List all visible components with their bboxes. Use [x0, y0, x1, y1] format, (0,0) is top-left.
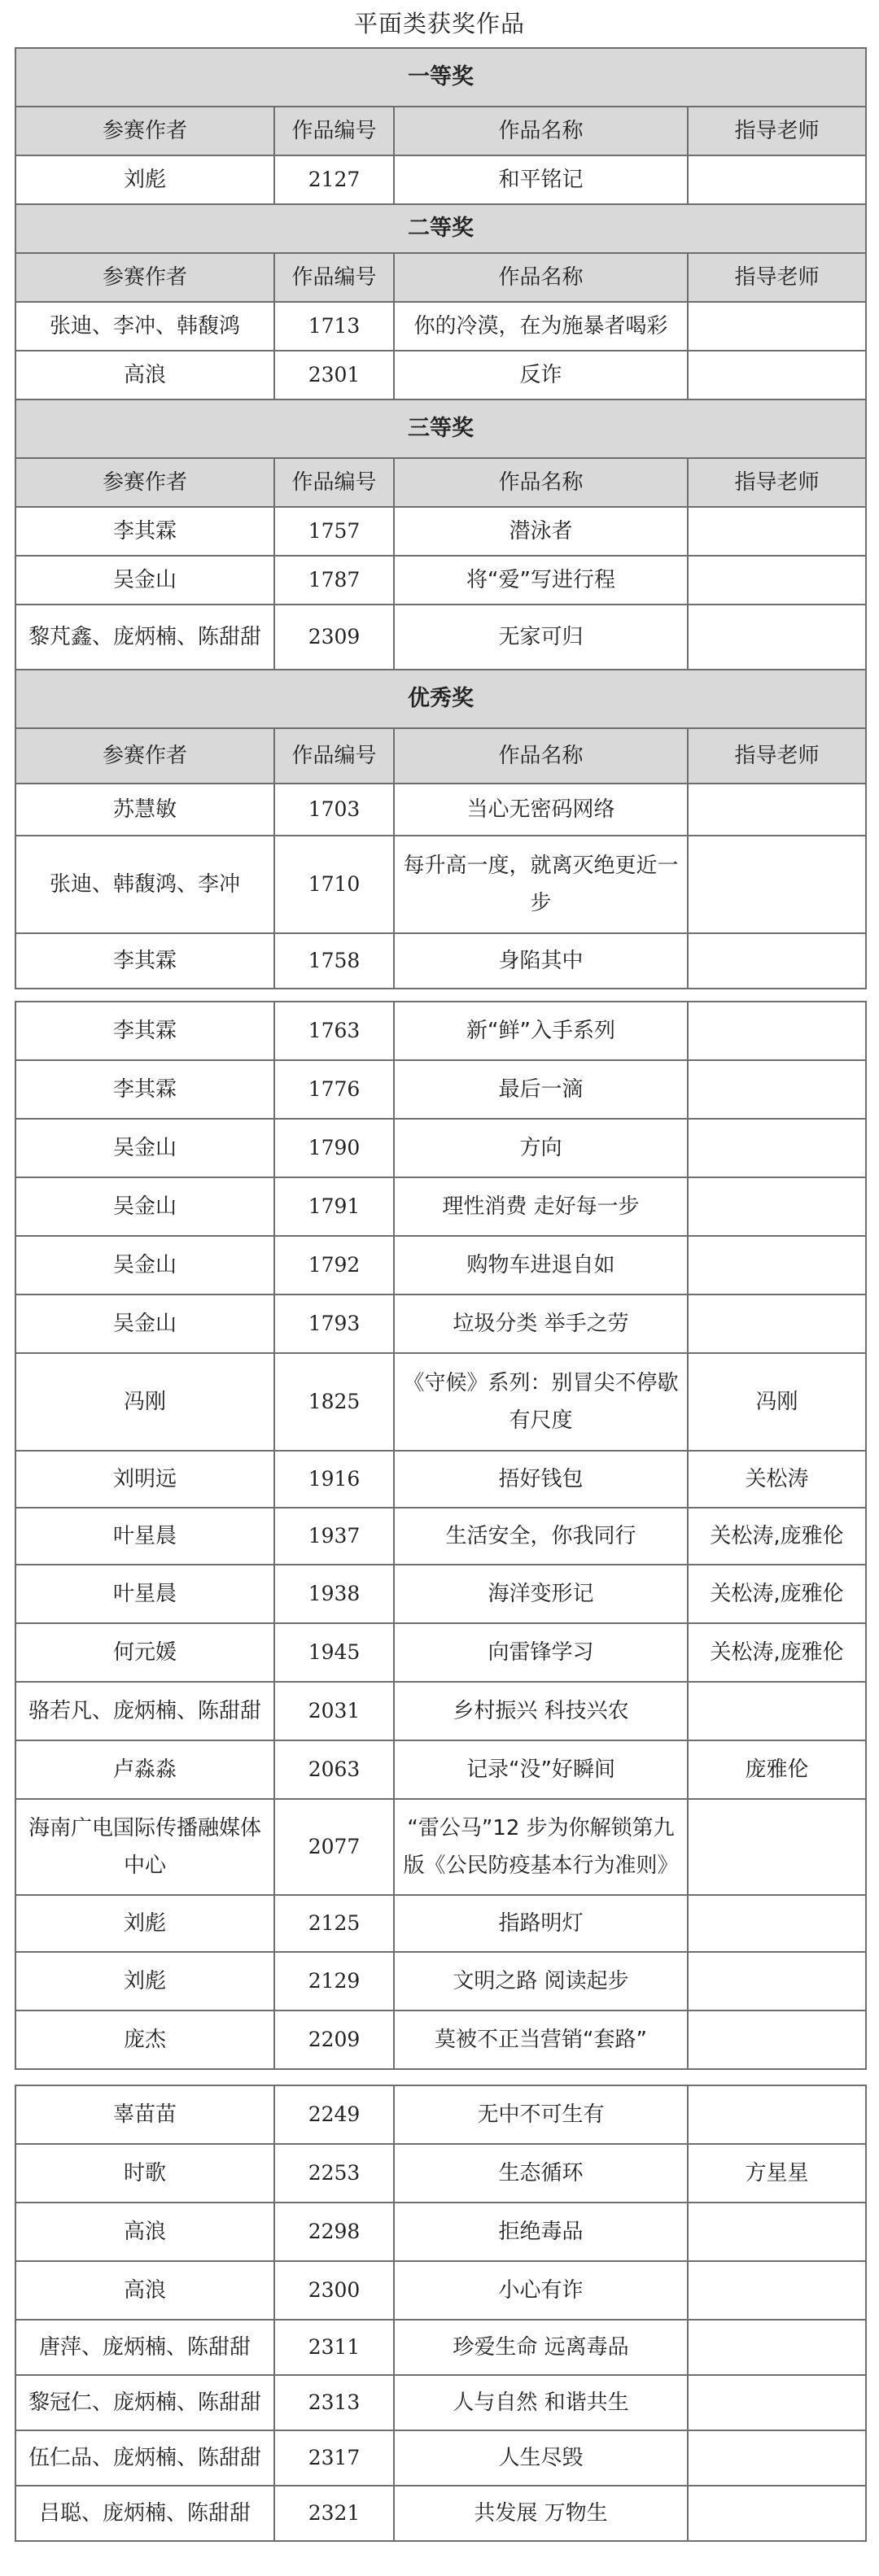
number-cell: 1937 — [274, 1508, 394, 1565]
col-number-header: 作品编号 — [274, 107, 394, 155]
table-row — [15, 1177, 866, 1236]
author-cell: 刘彪 — [15, 1895, 274, 1952]
teacher-cell — [688, 605, 866, 670]
teacher-cell — [688, 1952, 866, 2011]
teacher-cell — [688, 1060, 866, 1119]
work-cell: 人生尽毁 — [394, 2430, 688, 2486]
col-author-header: 参赛作者 — [15, 728, 274, 784]
table-row — [15, 2261, 866, 2320]
col-author-header: 参赛作者 — [15, 107, 274, 155]
table-row — [15, 507, 866, 556]
work-cell: 每升高一度，就离灭绝更近一步 — [394, 836, 688, 933]
work-cell: 生活安全，你我同行 — [394, 1508, 688, 1565]
author-cell: 叶星晨 — [15, 1508, 274, 1565]
author-cell: 吴金山 — [15, 1119, 274, 1177]
number-cell: 2209 — [274, 2011, 394, 2069]
table-row — [15, 1952, 866, 2011]
teacher-cell: 庞雅伦 — [688, 1740, 866, 1799]
work-cell: 记录“没”好瞬间 — [394, 1740, 688, 1799]
author-cell: 刘彪 — [15, 1952, 274, 2011]
author-cell: 吴金山 — [15, 1295, 274, 1353]
col-author-header: 参赛作者 — [15, 458, 274, 507]
teacher-cell — [688, 1895, 866, 1952]
col-number-header: 作品编号 — [274, 253, 394, 302]
teacher-cell: 方星星 — [688, 2144, 866, 2203]
table-row — [15, 302, 866, 351]
table-row — [15, 1565, 866, 1623]
number-cell: 2313 — [274, 2375, 394, 2430]
table-row — [15, 1060, 866, 1119]
number-cell: 2309 — [274, 605, 394, 670]
work-cell: 你的冷漠，在为施暴者喝彩 — [394, 302, 688, 351]
author-cell: 高浪 — [15, 2261, 274, 2320]
number-cell: 1916 — [274, 1451, 394, 1508]
author-cell: 高浪 — [15, 351, 274, 399]
teacher-cell — [688, 836, 866, 933]
work-cell: 人与自然 和谐共生 — [394, 2375, 688, 2430]
prize-row-second — [15, 204, 866, 253]
teacher-cell — [688, 1799, 866, 1895]
teacher-cell — [688, 2261, 866, 2320]
table-row — [15, 1295, 866, 1353]
teacher-cell — [688, 1682, 866, 1740]
author-cell: 叶星晨 — [15, 1565, 274, 1623]
author-cell: 刘明远 — [15, 1451, 274, 1508]
number-cell: 1792 — [274, 1236, 394, 1295]
number-cell: 2300 — [274, 2261, 394, 2320]
teacher-cell — [688, 2011, 866, 2069]
author-cell: 李其霖 — [15, 507, 274, 556]
work-cell: 新“鲜”入手系列 — [394, 1002, 688, 1060]
author-cell: 吴金山 — [15, 1177, 274, 1236]
author-cell: 庞杰 — [15, 2011, 274, 2069]
author-cell: 张迪、韩馥鸿、李冲 — [15, 836, 274, 933]
teacher-cell: 关松涛,庞雅伦 — [688, 1508, 866, 1565]
table-row — [15, 2203, 866, 2261]
work-cell: 当心无密码网络 — [394, 784, 688, 836]
work-cell: 向雷锋学习 — [394, 1623, 688, 1682]
author-cell: 辜苗苗 — [15, 2085, 274, 2144]
work-cell: 方向 — [394, 1119, 688, 1177]
work-cell: 捂好钱包 — [394, 1451, 688, 1508]
number-cell: 2253 — [274, 2144, 394, 2203]
work-cell: 生态循环 — [394, 2144, 688, 2203]
work-cell: 莫被不正当营销“套路” — [394, 2011, 688, 2069]
work-cell: 文明之路 阅读起步 — [394, 1952, 688, 2011]
teacher-cell — [688, 351, 866, 399]
author-cell: 卢淼淼 — [15, 1740, 274, 1799]
table-row — [15, 1799, 866, 1895]
table-row — [15, 2320, 866, 2375]
work-cell: 无中不可生有 — [394, 2085, 688, 2144]
awards-table-continued-2 — [15, 2085, 867, 2542]
work-cell: 无家可归 — [394, 605, 688, 670]
teacher-cell — [688, 1295, 866, 1353]
prize-label: 二等奖 — [15, 204, 866, 253]
col-number-header: 作品编号 — [274, 728, 394, 784]
work-cell: 拒绝毒品 — [394, 2203, 688, 2261]
table-row — [15, 605, 866, 670]
author-cell: 海南广电国际传播融媒体中心 — [15, 1799, 274, 1895]
number-cell: 2298 — [274, 2203, 394, 2261]
header-row — [15, 728, 866, 784]
teacher-cell — [688, 1002, 866, 1060]
author-cell: 张迪、李冲、韩馥鸿 — [15, 302, 274, 351]
author-cell: 黎芃鑫、庞炳楠、陈甜甜 — [15, 605, 274, 670]
teacher-cell: 关松涛 — [688, 1451, 866, 1508]
number-cell: 2301 — [274, 351, 394, 399]
number-cell: 1776 — [274, 1060, 394, 1119]
author-cell: 骆若凡、庞炳楠、陈甜甜 — [15, 1682, 274, 1740]
number-cell: 1763 — [274, 1002, 394, 1060]
teacher-cell: 冯刚 — [688, 1353, 866, 1451]
number-cell: 2063 — [274, 1740, 394, 1799]
author-cell: 李其霖 — [15, 1002, 274, 1060]
col-author-header: 参赛作者 — [15, 253, 274, 302]
teacher-cell: 关松涛,庞雅伦 — [688, 1623, 866, 1682]
header-row — [15, 107, 866, 155]
col-teacher-header: 指导老师 — [688, 107, 866, 155]
table-row — [15, 1682, 866, 1740]
teacher-cell — [688, 302, 866, 351]
number-cell: 2129 — [274, 1952, 394, 2011]
work-cell: 垃圾分类 举手之劳 — [394, 1295, 688, 1353]
number-cell: 1790 — [274, 1119, 394, 1177]
number-cell: 2311 — [274, 2320, 394, 2375]
table-row — [15, 2085, 866, 2144]
teacher-cell — [688, 2375, 866, 2430]
work-cell: 海洋变形记 — [394, 1565, 688, 1623]
header-row — [15, 458, 866, 507]
awards-table-main — [15, 47, 867, 989]
work-cell: 反诈 — [394, 351, 688, 399]
author-cell: 唐萍、庞炳楠、陈甜甜 — [15, 2320, 274, 2375]
teacher-cell — [688, 784, 866, 836]
number-cell: 2127 — [274, 155, 394, 204]
prize-label: 三等奖 — [15, 399, 866, 458]
table-row — [15, 933, 866, 989]
table-row — [15, 155, 866, 204]
table-row — [15, 1895, 866, 1952]
col-work-header: 作品名称 — [394, 728, 688, 784]
number-cell: 1938 — [274, 1565, 394, 1623]
col-work-header: 作品名称 — [394, 107, 688, 155]
table-row — [15, 1002, 866, 1060]
table-row — [15, 556, 866, 605]
work-cell: 指路明灯 — [394, 1895, 688, 1952]
number-cell: 1713 — [274, 302, 394, 351]
author-cell: 高浪 — [15, 2203, 274, 2261]
author-cell: 李其霖 — [15, 1060, 274, 1119]
awards-table-continued-1 — [15, 1001, 867, 2070]
number-cell: 2077 — [274, 1799, 394, 1895]
col-teacher-header: 指导老师 — [688, 728, 866, 784]
number-cell: 2317 — [274, 2430, 394, 2486]
col-number-header: 作品编号 — [274, 458, 394, 507]
teacher-cell — [688, 1119, 866, 1177]
prize-row-excellence — [15, 670, 866, 728]
number-cell: 1757 — [274, 507, 394, 556]
table-row — [15, 1236, 866, 1295]
number-cell: 1710 — [274, 836, 394, 933]
teacher-cell — [688, 155, 866, 204]
prize-row-third — [15, 399, 866, 458]
author-cell: 吴金山 — [15, 1236, 274, 1295]
author-cell: 冯刚 — [15, 1353, 274, 1451]
header-row — [15, 253, 866, 302]
teacher-cell — [688, 556, 866, 605]
teacher-cell — [688, 2430, 866, 2486]
table-row — [15, 1119, 866, 1177]
table-row — [15, 1353, 866, 1451]
teacher-cell — [688, 2320, 866, 2375]
table-row — [15, 2144, 866, 2203]
number-cell: 1787 — [274, 556, 394, 605]
work-cell: 小心有诈 — [394, 2261, 688, 2320]
page-title: 平面类获奖作品 — [353, 10, 525, 37]
work-cell: 和平铭记 — [394, 155, 688, 204]
teacher-cell — [688, 933, 866, 989]
teacher-cell — [688, 2085, 866, 2144]
author-cell: 何元媛 — [15, 1623, 274, 1682]
number-cell: 1791 — [274, 1177, 394, 1236]
number-cell: 1703 — [274, 784, 394, 836]
table-row — [15, 1623, 866, 1682]
author-cell: 吴金山 — [15, 556, 274, 605]
teacher-cell — [688, 2486, 866, 2541]
work-cell: 乡村振兴 科技兴农 — [394, 1682, 688, 1740]
number-cell: 2321 — [274, 2486, 394, 2541]
teacher-cell — [688, 1177, 866, 1236]
table-row — [15, 351, 866, 399]
teacher-cell — [688, 2203, 866, 2261]
number-cell: 2031 — [274, 1682, 394, 1740]
col-teacher-header: 指导老师 — [688, 458, 866, 507]
table-row — [15, 784, 866, 836]
author-cell: 苏慧敏 — [15, 784, 274, 836]
table-row — [15, 2430, 866, 2486]
col-teacher-header: 指导老师 — [688, 253, 866, 302]
work-cell: 将“爱”写进行程 — [394, 556, 688, 605]
work-cell: 共发展 万物生 — [394, 2486, 688, 2541]
table-row — [15, 2375, 866, 2430]
teacher-cell: 关松涛,庞雅伦 — [688, 1565, 866, 1623]
author-cell: 时歌 — [15, 2144, 274, 2203]
col-work-header: 作品名称 — [394, 458, 688, 507]
author-cell: 刘彪 — [15, 155, 274, 204]
prize-label: 一等奖 — [15, 48, 866, 107]
work-cell: 珍爱生命 远离毒品 — [394, 2320, 688, 2375]
number-cell: 1945 — [274, 1623, 394, 1682]
work-cell: 购物车进退自如 — [394, 1236, 688, 1295]
work-cell: 理性消费 走好每一步 — [394, 1177, 688, 1236]
table-row — [15, 1508, 866, 1565]
author-cell: 伍仁品、庞炳楠、陈甜甜 — [15, 2430, 274, 2486]
table-row — [15, 1740, 866, 1799]
teacher-cell — [688, 507, 866, 556]
number-cell: 1758 — [274, 933, 394, 989]
table-row — [15, 2011, 866, 2069]
work-cell: 身陷其中 — [394, 933, 688, 989]
number-cell: 1793 — [274, 1295, 394, 1353]
number-cell: 2249 — [274, 2085, 394, 2144]
table-row — [15, 1451, 866, 1508]
number-cell: 1825 — [274, 1353, 394, 1451]
author-cell: 吕聪、庞炳楠、陈甜甜 — [15, 2486, 274, 2541]
work-cell: “雷公马”12 步为你解锁第九版《公民防疫基本行为准则》 — [394, 1799, 688, 1895]
table-row — [15, 836, 866, 933]
author-cell: 李其霖 — [15, 933, 274, 989]
col-work-header: 作品名称 — [394, 253, 688, 302]
teacher-cell — [688, 1236, 866, 1295]
prize-row-first — [15, 48, 866, 107]
work-cell: 最后一滴 — [394, 1060, 688, 1119]
work-cell: 《守候》系列：别冒尖不停歇有尺度 — [394, 1353, 688, 1451]
table-row — [15, 2486, 866, 2541]
author-cell: 黎冠仁、庞炳楠、陈甜甜 — [15, 2375, 274, 2430]
number-cell: 2125 — [274, 1895, 394, 1952]
work-cell: 潜泳者 — [394, 507, 688, 556]
prize-label: 优秀奖 — [15, 670, 866, 728]
